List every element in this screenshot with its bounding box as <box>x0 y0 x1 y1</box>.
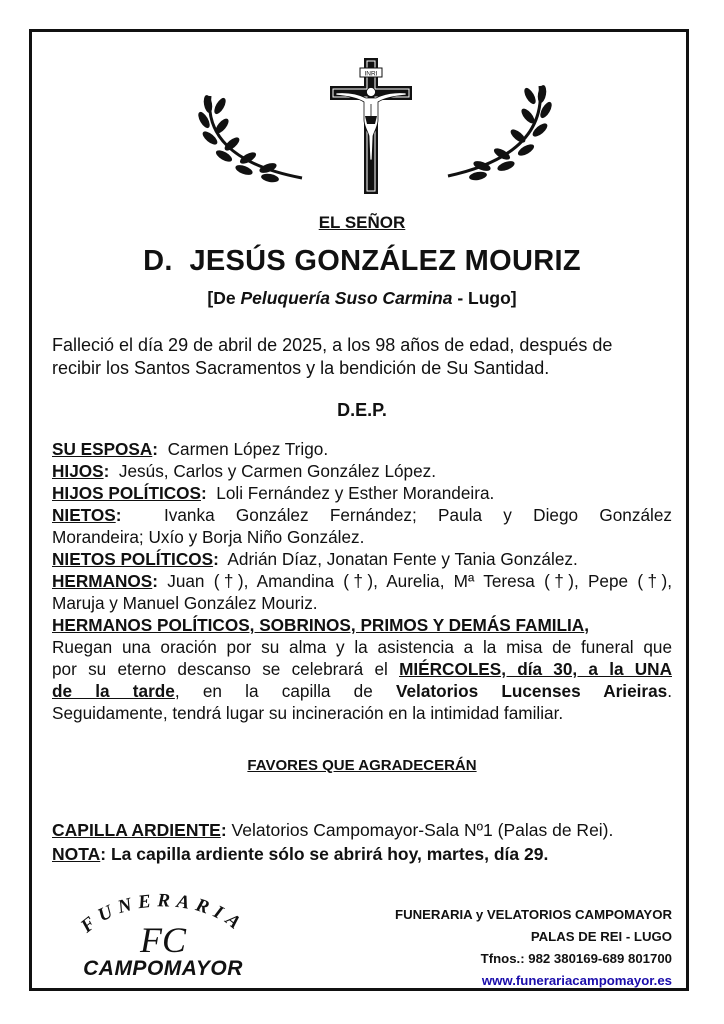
footer-phones: Tfnos.: 982 380169-689 801700 <box>480 951 672 966</box>
logo-name: CAMPOMAYOR <box>83 957 243 980</box>
funeraria-logo <box>52 888 274 980</box>
nietos-row: NIETOS: Ivanka González Fernández; Paula y Diego González <box>52 505 672 525</box>
nietos-value-1: Ivanka González Fernández; Paula y Diego González <box>164 505 672 525</box>
demas-familia-comma: , <box>584 615 590 635</box>
hijos-label: HIJOS <box>52 461 104 481</box>
funeral-date: MIÉRCOLES, día 30, a la UNA <box>399 659 672 679</box>
hermanos-label: HERMANOS <box>52 571 153 591</box>
nota-row: NOTA: La capilla ardiente sólo se abrirá hoy, martes, día 29. <box>52 844 549 864</box>
favores-label: FAVORES QUE AGRADECERÁN <box>247 757 477 774</box>
hijos-politicos-value: Loli Fernández y Esther Morandeira. <box>216 483 495 503</box>
funeral-time: de la tarde <box>52 681 175 701</box>
esposa-label: SU ESPOSA <box>52 439 153 459</box>
subtitle-close: - Lugo] <box>452 288 517 308</box>
hijos-politicos-row: HIJOS POLÍTICOS: Loli Fernández y Esther Morandeira. <box>52 483 495 503</box>
footer-contact <box>340 904 672 992</box>
footer-location: PALAS DE REI - LUGO <box>530 929 672 944</box>
nietos-label: NIETOS <box>52 505 116 525</box>
laurel-right-icon <box>442 82 552 182</box>
funeral-place: Velatorios Lucenses Arieiras <box>395 681 668 701</box>
title-label: EL SEÑOR <box>318 213 406 232</box>
intro-paragraph <box>52 334 672 380</box>
laurel-left-icon <box>198 92 308 184</box>
crucifix-icon <box>326 56 416 198</box>
hijos-politicos-label: HIJOS POLÍTICOS <box>52 483 201 503</box>
hermanos-value-1: Juan (†), Amandina (†), Aurelia, Mª Teresa (†), Pepe (†), <box>167 571 672 591</box>
cross-plaque-text: INRI <box>364 70 378 78</box>
nietos-politicos-value: Adrián Díaz, Jonatan Fente y Tania González. <box>227 549 578 569</box>
logo-arc-text: FUNERARIA <box>76 890 250 938</box>
esposa-value: Carmen López Trigo. <box>167 439 329 459</box>
deceased-name: D. JESÚS GONZÁLEZ MOURIZ <box>143 245 581 277</box>
subtitle-open: [De <box>207 288 241 308</box>
capilla-value: Velatorios Campomayor-Sala Nº1 (Palas de Rei). <box>231 820 614 840</box>
funeral-line-2-text: por su eterno descanso se celebrará el <box>52 659 400 679</box>
nietos-row-2: Morandeira; Uxío y Borja Niño González. <box>52 527 365 547</box>
nietos-politicos-label: NIETOS POLÍTICOS <box>52 549 214 569</box>
funeral-line-4: Seguidamente, tendrá lugar su incineración en la intimidad familiar. <box>52 703 564 723</box>
intro-line-2: recibir los Santos Sacramentos y la bendición de Su Santidad. <box>52 358 550 378</box>
funeral-line-3-text: , en la capilla de <box>174 681 396 701</box>
demas-familia-row <box>52 614 672 636</box>
funeral-line-2 <box>52 658 672 680</box>
family-list <box>52 438 672 724</box>
dep-label: D.E.P. <box>337 400 387 420</box>
esposa-row: SU ESPOSA: Carmen López Trigo. <box>52 439 329 459</box>
nota-value: La capilla ardiente sólo se abrirá hoy, martes, día 29. <box>110 844 549 864</box>
intro-line-1: Falleció el día 29 de abril de 2025, a los 98 años de edad, después de <box>52 335 613 355</box>
footer-website-link[interactable]: www.funerariacampomayor.es <box>481 973 672 988</box>
subtitle-italic: Peluquería Suso Carmina <box>240 288 453 308</box>
capilla-label: CAPILLA ARDIENTE <box>52 820 221 840</box>
capilla-block <box>52 818 672 866</box>
capilla-row: CAPILLA ARDIENTE: Velatorios Campomayor-Sala Nº1 (Palas de Rei). <box>52 820 614 840</box>
hermanos-row: HERMANOS: Juan (†), Amandina (†), Aurelia, Mª Teresa (†), Pepe (†), <box>52 571 672 591</box>
hermanos-row-2: Maruja y Manuel González Mouriz. <box>52 593 318 613</box>
nietos-politicos-row: NIETOS POLÍTICOS: Adrián Díaz, Jonatan Fente y Tania González. <box>52 549 578 569</box>
logo-monogram: FC <box>139 920 187 960</box>
hijos-row: HIJOS: Jesús, Carlos y Carmen González López. <box>52 461 437 481</box>
funeral-line-1: Ruegan una oración por su alma y la asistencia a la misa de funeral que <box>52 637 672 657</box>
footer-company: FUNERARIA y VELATORIOS CAMPOMAYOR <box>395 907 672 922</box>
funeral-line-3 <box>52 680 672 702</box>
funeral-line-3-end: . <box>667 681 672 701</box>
nota-label: NOTA <box>52 844 101 864</box>
hijos-value: Jesús, Carlos y Carmen González López. <box>118 461 437 481</box>
subtitle <box>0 288 724 309</box>
demas-familia-label: HERMANOS POLÍTICOS, SOBRINOS, PRIMOS Y DEMÁS FAMILIA <box>52 615 585 635</box>
